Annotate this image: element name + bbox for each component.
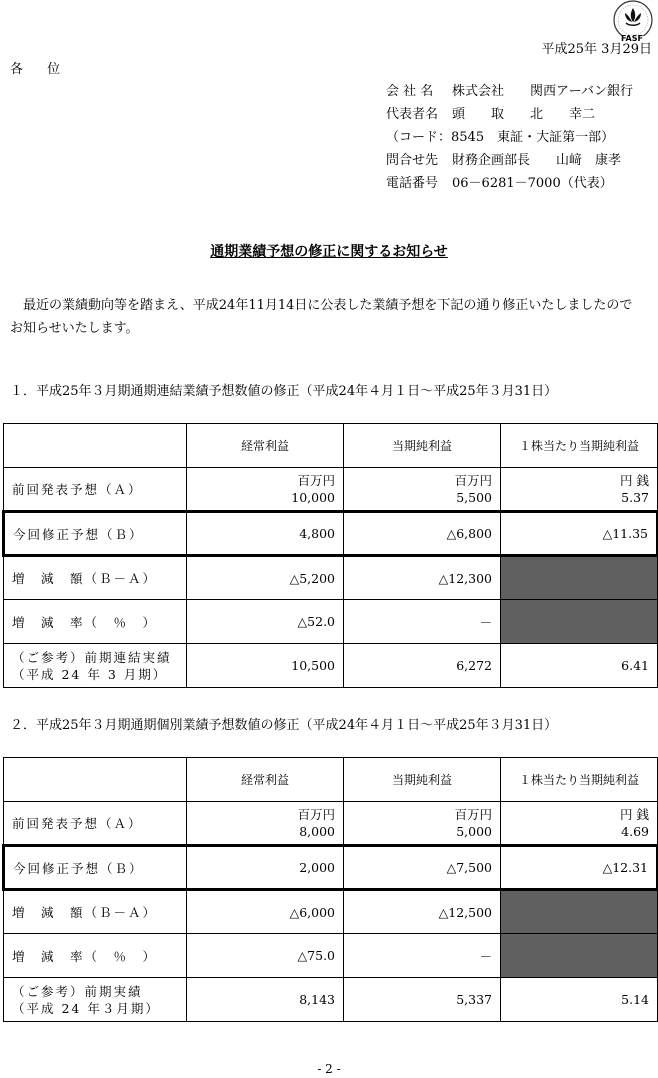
row-label-line: （ご参考）前期実績 xyxy=(12,983,143,999)
row-label-line: （平成 24 年３月期） xyxy=(12,1000,160,1016)
unit-label: 百万円 xyxy=(454,807,492,822)
value-cell xyxy=(187,846,344,890)
cell-value: △12,500 xyxy=(438,904,492,920)
value-cell xyxy=(344,512,501,556)
row-label: 増 減 額（Ｂ－Ａ） xyxy=(4,556,187,600)
row-label: 増 減 率（ ％ ） xyxy=(4,934,187,978)
table-row xyxy=(4,802,658,846)
cell-value: △75.0 xyxy=(297,948,335,963)
row-label-line: （ご参考）前期連結実績 xyxy=(12,649,172,665)
value-cell xyxy=(344,890,501,934)
column-header xyxy=(4,424,187,468)
value-cell xyxy=(501,802,658,846)
cell-value: 2,000 xyxy=(299,860,335,875)
value-cell xyxy=(187,644,344,688)
shaded-cell xyxy=(501,890,658,934)
column-header: １株当たり当期純利益 xyxy=(501,424,658,468)
cell-value: 5,500 xyxy=(456,490,492,505)
cell-value: △6,800 xyxy=(446,526,492,541)
company-info-row xyxy=(386,126,633,149)
value-cell xyxy=(501,644,658,688)
table-row xyxy=(4,556,658,600)
cell-value: 8,143 xyxy=(299,992,335,1007)
unit-label: 円 銭 xyxy=(620,473,649,488)
value-cell xyxy=(344,600,501,644)
company-info-row xyxy=(386,172,633,195)
value-cell xyxy=(501,468,658,512)
info-value: 頭 取 北 幸二 xyxy=(452,107,596,122)
table-row xyxy=(4,644,658,688)
row-label: 前回発表予想（Ａ） xyxy=(4,802,187,846)
value-cell xyxy=(187,934,344,978)
info-label: 問合せ先 xyxy=(386,153,439,168)
value-cell xyxy=(501,512,658,556)
cell-value: 8,000 xyxy=(299,824,335,839)
value-cell xyxy=(187,802,344,846)
cell-value: 6.41 xyxy=(621,658,649,673)
page-number: - 2 - xyxy=(317,1062,341,1076)
value-cell xyxy=(344,556,501,600)
cell-value: 4,800 xyxy=(299,526,335,541)
shaded-cell xyxy=(501,934,658,978)
cell-value: △6,000 xyxy=(289,904,335,920)
table-header-row xyxy=(4,424,658,468)
column-header: 当期純利益 xyxy=(344,758,501,802)
info-value: （コード：8545 東証・大証第一部） xyxy=(386,130,615,145)
table-row xyxy=(4,890,658,934)
info-value: 財務企画部長 山﨑 康孝 xyxy=(452,153,622,168)
row-label: 今回修正予想（Ｂ） xyxy=(4,846,187,890)
value-cell xyxy=(344,468,501,512)
company-info-row xyxy=(386,80,633,103)
info-label: 代表者名 xyxy=(386,107,439,122)
unit-label: 百万円 xyxy=(297,807,335,822)
value-cell xyxy=(187,600,344,644)
table-header-row xyxy=(4,758,658,802)
table-row xyxy=(4,468,658,512)
consolidated-forecast-table xyxy=(2,423,658,688)
column-header: １株当たり当期純利益 xyxy=(501,758,658,802)
value-cell xyxy=(187,978,344,1022)
table-row xyxy=(4,934,658,978)
value-cell xyxy=(187,556,344,600)
value-cell xyxy=(344,802,501,846)
shaded-cell xyxy=(501,556,658,600)
row-label: 増 減 額（Ｂ－Ａ） xyxy=(4,890,187,934)
intro-line: 最近の業績動向等を踏まえ、平成24年11月14日に公表した業績予想を下記の通り修正いたしましたので xyxy=(10,298,633,313)
value-cell xyxy=(187,890,344,934)
company-info xyxy=(386,80,633,195)
logo-text: FASF xyxy=(621,34,643,43)
cell-value: △5,200 xyxy=(289,570,335,586)
column-header: 経常利益 xyxy=(187,758,344,802)
cell-value: 4.69 xyxy=(621,824,649,839)
cell-value: － xyxy=(479,614,492,630)
value-cell xyxy=(344,978,501,1022)
cell-value: △12,300 xyxy=(438,570,492,586)
row-label: 前回発表予想（Ａ） xyxy=(4,468,187,512)
cell-value: 5.14 xyxy=(621,992,649,1007)
cell-value: － xyxy=(479,948,492,964)
value-cell xyxy=(187,512,344,556)
cell-value: 6,272 xyxy=(456,658,492,673)
value-cell xyxy=(501,846,658,890)
row-label: 増 減 率（ ％ ） xyxy=(4,600,187,644)
table-row xyxy=(4,512,658,556)
unit-label: 円 銭 xyxy=(620,807,649,822)
column-header xyxy=(4,758,187,802)
row-label xyxy=(4,644,187,688)
info-label: 会 社 名 xyxy=(386,84,434,99)
non-consolidated-forecast-table xyxy=(2,757,658,1022)
document-date: 平成25年 3月29日 xyxy=(541,42,652,57)
value-cell xyxy=(501,978,658,1022)
column-header: 当期純利益 xyxy=(344,424,501,468)
cell-value: 10,500 xyxy=(291,658,335,673)
value-cell xyxy=(344,644,501,688)
info-value: 06－6281－7000（代表） xyxy=(452,176,613,191)
value-cell xyxy=(344,846,501,890)
section-2-heading: ２．平成25年３月期通期個別業績予想数値の修正（平成24年４月１日～平成25年３月31日） xyxy=(10,718,558,733)
cell-value: △11.35 xyxy=(602,526,648,541)
cell-value: △7,500 xyxy=(446,860,492,875)
section-1-heading: １．平成25年３月期通期連結業績予想数値の修正（平成24年４月１日～平成25年３月31日） xyxy=(10,384,558,399)
document-title: 通期業績予想の修正に関するお知らせ xyxy=(210,244,448,260)
cell-value: △12.31 xyxy=(602,860,648,875)
company-info-row xyxy=(386,149,633,172)
row-label xyxy=(4,978,187,1022)
intro-paragraph xyxy=(10,294,654,340)
cell-value: 10,000 xyxy=(291,490,335,505)
intro-line: お知らせいたします。 xyxy=(10,321,139,336)
info-value: 株式会社 関西アーバン銀行 xyxy=(452,84,633,99)
table-row xyxy=(4,846,658,890)
cell-value: 5,000 xyxy=(456,824,492,839)
table-row xyxy=(4,978,658,1022)
value-cell xyxy=(187,468,344,512)
table-row xyxy=(4,600,658,644)
shaded-cell xyxy=(501,600,658,644)
row-label-line: （平成 24 年 3 月期） xyxy=(12,666,168,682)
column-header: 経常利益 xyxy=(187,424,344,468)
row-label: 今回修正予想（Ｂ） xyxy=(4,512,187,556)
info-label: 電話番号 xyxy=(386,176,439,191)
cell-value: 5,337 xyxy=(456,992,492,1007)
company-info-row xyxy=(386,103,633,126)
cell-value: △52.0 xyxy=(297,614,335,629)
cell-value: 5.37 xyxy=(621,490,649,505)
value-cell xyxy=(344,934,501,978)
unit-label: 百万円 xyxy=(297,473,335,488)
addressee: 各 位 xyxy=(10,62,71,77)
unit-label: 百万円 xyxy=(454,473,492,488)
